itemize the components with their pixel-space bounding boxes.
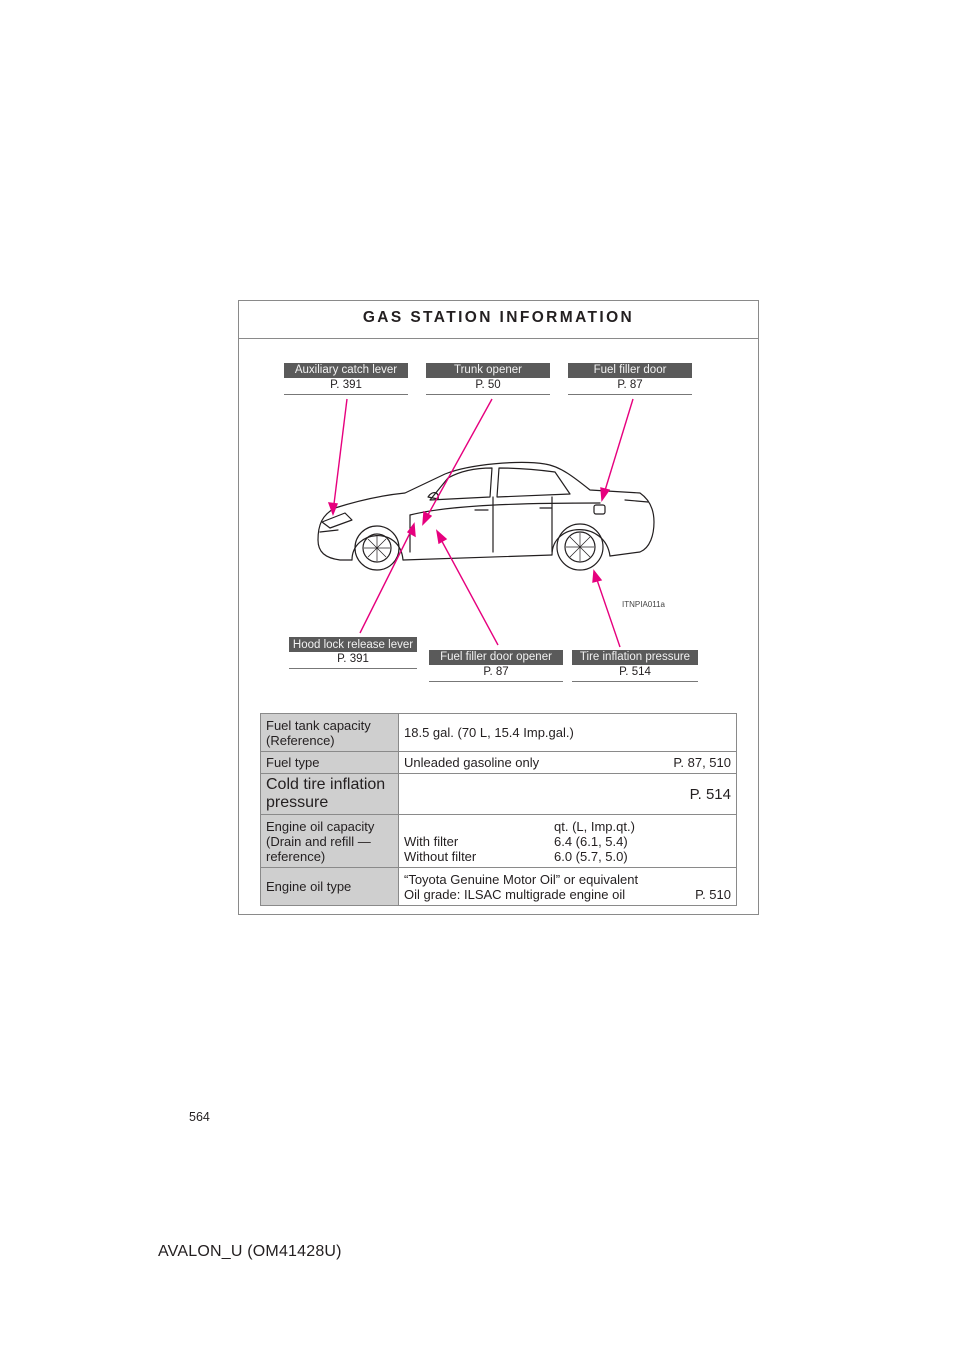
callout-label: Trunk opener xyxy=(426,363,550,378)
page-number: 564 xyxy=(189,1110,210,1124)
callout-trunk-opener xyxy=(426,363,550,395)
fuel-tank-label: Fuel tank capacity (Reference) xyxy=(261,714,399,752)
engine-oil-type-line1: “Toyota Genuine Motor Oil” or equivalent xyxy=(404,871,639,887)
callout-page: P. 50 xyxy=(426,378,550,395)
callout-label: Hood lock release lever xyxy=(289,637,417,652)
engine-oil-capacity-label: Engine oil capacity (Drain and refill — reference) xyxy=(261,815,399,868)
callout-page: P. 391 xyxy=(284,378,408,395)
table-row xyxy=(261,868,737,906)
fuel-type-page: P. 87, 510 xyxy=(673,755,731,770)
fuel-info-table xyxy=(260,713,737,906)
callout-fuel-filler-door-opener xyxy=(429,650,563,682)
with-filter-value: 6.4 (6.1, 5.4) xyxy=(554,833,628,849)
callout-auxiliary-catch-lever xyxy=(284,363,408,395)
with-filter-label: With filter xyxy=(404,833,459,849)
fuel-type-label: Fuel type xyxy=(261,752,399,774)
engine-oil-type-page: P. 510 xyxy=(695,886,731,902)
without-filter-label: Without filter xyxy=(404,848,477,864)
oil-unit-header: qt. (L, Imp.qt.) xyxy=(554,818,635,834)
without-filter-value: 6.0 (5.7, 5.0) xyxy=(554,848,628,864)
engine-oil-type-line2: Oil grade: ILSAC multigrade engine oil xyxy=(404,886,626,902)
engine-oil-capacity-cell xyxy=(399,815,737,868)
table-row xyxy=(261,815,737,868)
footer-document-id: AVALON_U (OM41428U) xyxy=(158,1243,342,1260)
fuel-type-cell xyxy=(399,752,737,774)
callout-hood-lock-release-lever xyxy=(289,637,417,669)
table-row xyxy=(261,752,737,774)
callout-page: P. 87 xyxy=(429,665,563,682)
engine-oil-type-label: Engine oil type xyxy=(261,868,399,906)
cold-tire-cell xyxy=(399,774,737,815)
callout-tire-inflation-pressure xyxy=(572,650,698,682)
engine-oil-type-line2-row xyxy=(404,887,731,902)
table-row xyxy=(261,774,737,815)
section-title: GAS STATION INFORMATION xyxy=(239,301,758,339)
callout-label: Fuel filler door opener xyxy=(429,650,563,665)
figure-code: ITNPIA011a xyxy=(622,600,665,609)
cold-tire-page: P. 514 xyxy=(689,785,731,803)
callout-label: Auxiliary catch lever xyxy=(284,363,408,378)
fuel-tank-value: 18.5 gal. (70 L, 15.4 Imp.gal.) xyxy=(399,714,737,752)
callout-label: Fuel filler door xyxy=(568,363,692,378)
callout-fuel-filler-door xyxy=(568,363,692,395)
callout-label: Tire inflation pressure xyxy=(572,650,698,665)
fuel-type-value: Unleaded gasoline only xyxy=(404,755,540,770)
callout-page: P. 391 xyxy=(289,652,417,669)
cold-tire-label: Cold tire inflation pressure xyxy=(261,774,399,815)
callout-page: P. 514 xyxy=(572,665,698,682)
callout-page: P. 87 xyxy=(568,378,692,395)
table-row xyxy=(261,714,737,752)
engine-oil-type-cell xyxy=(399,868,737,906)
